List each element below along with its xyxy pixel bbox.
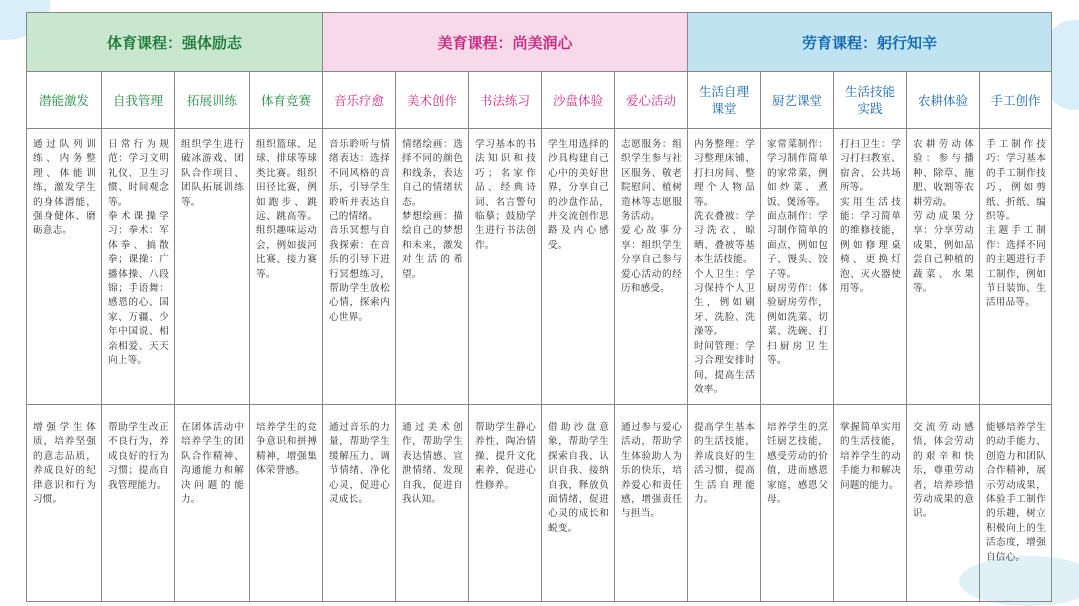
goal-cell: 在团体活动中培养学生的团队合作精神、沟通能力和解决问题的能力。	[175, 405, 250, 602]
subcourse-header: 生活自理课堂	[688, 72, 761, 129]
subcourse-row	[27, 72, 1052, 129]
content-row	[27, 129, 1052, 405]
subcourse-header: 手工创作	[980, 72, 1052, 129]
goal-cell: 培养学生的烹饪厨艺技能，感受劳动的价值，进而感恩家庭，感恩父母。	[761, 405, 834, 602]
section-art-title: 美育课程：尚美润心	[323, 13, 688, 72]
content-cell: 情绪绘画：选择不同的颜色和线条，表达自己的情绪状态。 梦想绘画：描绘自己的梦想和未来，激发对生活的希望。	[396, 129, 469, 405]
goal-cell: 通过美术创作，帮助学生表达情感、宣泄情绪、发现自我，促进自我认知。	[396, 405, 469, 602]
subcourse-header: 生活技能实践	[834, 72, 907, 129]
subcourse-header: 农耕体验	[907, 72, 980, 129]
subcourse-header: 潜能激发	[27, 72, 102, 129]
content-cell: 打扫卫生：学习打扫教室、宿舍、公共场所等。 实用生活技能：学习简单的维修技能，例如修理桌椅、更换灯泡、灭火器使用等。	[834, 129, 907, 405]
subcourse-header: 自我管理	[102, 72, 175, 129]
goal-cell: 能够培养学生的动手能力、创造力和团队合作精神，展示劳动成果，体验手工制作的乐趣，树立积极向上的生活态度，增强自信心。	[980, 405, 1052, 602]
content-cell: 家常菜制作：学习制作简单的家常菜，例如炒菜、煮饭、煲汤等。 面点制作：学习制作简单的面点，例如包子、馒头、饺子等。 厨房劳作：体验厨房劳作，例如洗菜、切菜、洗碗、打扫厨房卫生等。	[761, 129, 834, 405]
content-cell: 通过队列训练、内务整理、体能训练，激发学生的身体潜能，强身健体、磨砺意志。	[27, 129, 102, 405]
section-labor-title: 劳育课程：躬行知辛	[688, 13, 1052, 72]
goal-cell: 提高学生基本的生活技能，养成良好的生活习惯，提高生活自理能力。	[688, 405, 761, 602]
goal-cell: 借助沙盘意象，帮助学生探索自我、认识自我、接纳自我，释放负面情绪，促进心灵的成长和蜕变。	[542, 405, 615, 602]
content-cell: 学习基本的书法知识和技巧；名家作品、经典诗词、名言警句临摹；鼓励学生进行书法创作。	[469, 129, 542, 405]
subcourse-header: 沙盘体验	[542, 72, 615, 129]
content-cell: 农耕劳动体验：参与播种、除草、施肥、收割等农耕劳动。 劳动成果分享：分享劳动成果，例如品尝自己种植的蔬菜、水果等。	[907, 129, 980, 405]
goal-cell: 交流劳动感悟，体会劳动的艰辛和快乐，尊重劳动者，培养珍惜劳动成果的意识。	[907, 405, 980, 602]
content-cell: 手工制作技巧：学习基本的手工制作技巧，例如剪纸、折纸、编织等。 主题手工制作：选择不同的主题进行手工制作，例如节日装饰、生活用品等。	[980, 129, 1052, 405]
content-cell: 音乐聆听与情绪表达：选择不同风格的音乐，引导学生聆听并表达自己的情绪。 音乐冥想与自我探索：在音乐的引导下进行冥想练习，帮助学生放松心情，探索内心世界。	[323, 129, 396, 405]
subcourse-header: 美术创作	[396, 72, 469, 129]
content-cell: 内务整理：学习整理床铺、打扫房间、整理个人物品等。 洗衣叠被：学习洗衣、晾晒、叠被等基本生活技能。 个人卫生：学习保持个人卫生，例如刷牙、洗脸、洗澡等。 时间管理：学习合理安排时间，提高生活效率。	[688, 129, 761, 405]
goal-row	[27, 405, 1052, 602]
subcourse-header: 体育竞赛	[250, 72, 323, 129]
goal-cell: 培养学生的竞争意识和拼搏精神，增强集体荣誉感。	[250, 405, 323, 602]
subcourse-header: 拓展训练	[175, 72, 250, 129]
goal-cell: 增强学生体质，培养坚强的意志品质，养成良好的纪律意识和行为习惯。	[27, 405, 102, 602]
content-cell: 学生用选择的沙具构建自己心中的美好世界，分享自己的沙盘作品，并交流创作思路及内心感受。	[542, 129, 615, 405]
subcourse-header: 音乐疗愈	[323, 72, 396, 129]
subcourse-header: 书法练习	[469, 72, 542, 129]
goal-cell: 掌握简单实用的生活技能，培养学生的动手能力和解决问题的能力。	[834, 405, 907, 602]
content-cell: 组织学生进行破冰游戏、团队合作项目、团队拓展训练等。	[175, 129, 250, 405]
goal-cell: 通过音乐的力量，帮助学生缓解压力、调节情绪、净化心灵，促进心灵成长。	[323, 405, 396, 602]
goal-cell: 帮助学生静心养性、陶冶情操、提升文化素养，促进心性修养。	[469, 405, 542, 602]
curriculum-table	[26, 12, 1052, 602]
section-header-row	[27, 13, 1052, 72]
content-cell: 组织篮球、足球、排球等球类比赛。组织田径比赛，例如跑步、跳远、跳高等。组织趣味运动会，例如拔河比赛、接力赛等。	[250, 129, 323, 405]
subcourse-header: 爱心活动	[615, 72, 688, 129]
goal-cell: 帮助学生改正不良行为，养成良好的行为习惯；提高自我管理能力。	[102, 405, 175, 602]
goal-cell: 通过参与爱心活动，帮助学生体验助人为乐的快乐，培养爱心和责任感，增强责任与担当。	[615, 405, 688, 602]
subcourse-header: 厨艺课堂	[761, 72, 834, 129]
section-pe-title: 体育课程：强体励志	[27, 13, 323, 72]
content-cell: 志愿服务：组织学生参与社区服务、敬老院慰问、植树造林等志愿服务活动。 爱心故事分享：组织学生分享自己参与爱心活动的经历和感受。	[615, 129, 688, 405]
content-cell: 日常行为规范：学习文明礼仪、卫生习惯、时间观念等。 拳术课操学习：拳术：军体拳、搞散拳；课操：广播体操、八段锦；手语舞：感恩的心、国家、万疆、少年中国说、相亲相爱、天天向上等。	[102, 129, 175, 405]
